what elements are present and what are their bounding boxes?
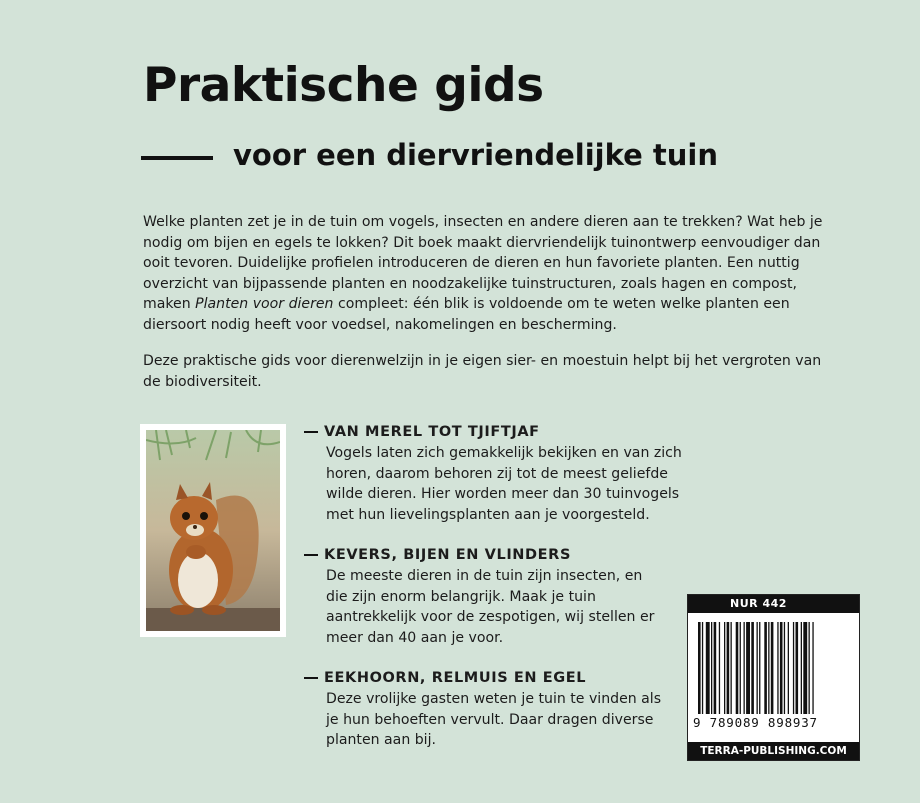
isbn-digits: 9 789089 898937 (693, 715, 818, 730)
barcode-bar (744, 622, 745, 714)
squirrel-photo (140, 424, 286, 637)
barcode-bar (751, 622, 754, 714)
heading-dash (304, 677, 318, 679)
intro-text (143, 212, 843, 392)
intro-p1-part-b: compleet: één blik is voldoende om te weten welke planten een diersoort nodig heeft voor voedsel, nakomelingen en bescherming. (143, 296, 790, 333)
nur-code: NUR 442 (688, 595, 859, 613)
intro-paragraph-2: Deze praktische gids voor dierenwelzijn in je eigen sier- en moestuin helpt bij het vergroten van de biodiversiteit. (143, 353, 822, 390)
intro-p1-part-a: Welke planten zet je in de tuin om vogels, insecten en andere dieren aan te trekken? Wat heb je nodig om bijen en egels te lokken? Dit boek maakt diervriendelijk tuinontwerp eenvoudiger dan ooit tevoren. Duidelijke profielen introduceren de dieren en hun favoriete planten. Een nuttig overzicht van bijpassende planten en noodzakelijke tuinstructuren, zoals hagen en compost, maken (143, 214, 823, 312)
intro-paragraph-1 (143, 212, 843, 335)
barcode-bar (736, 622, 739, 714)
barcode-bar (711, 622, 712, 714)
barcode-bar (809, 622, 810, 714)
barcode-bar (764, 622, 767, 714)
subtitle-dash (141, 156, 213, 160)
barcode-bar (698, 622, 701, 714)
barcode-bar (803, 622, 807, 714)
heading-dash (304, 431, 318, 433)
barcode-bar (724, 622, 725, 714)
barcode-bar (740, 622, 741, 714)
barcode-bar (780, 622, 783, 714)
barcode-box (687, 594, 860, 761)
heading-dash (304, 554, 318, 556)
feature-list (304, 424, 684, 773)
barcode-bar (731, 622, 732, 714)
barcode-bar (706, 622, 710, 714)
feature-heading (304, 670, 684, 686)
feature-insects (304, 547, 684, 648)
page-title: Praktische gids (143, 58, 544, 113)
barcode-bar (801, 622, 802, 714)
barcode-bar (771, 622, 774, 714)
barcode-bar (768, 622, 769, 714)
barcode-bar (812, 622, 813, 714)
feature-mammals (304, 670, 684, 751)
feature-heading-text: KEVERS, BIJEN EN VLINDERS (324, 547, 571, 563)
barcode-bar (788, 622, 789, 714)
barcode-bar (714, 622, 717, 714)
barcode-bar (793, 622, 794, 714)
book-title-italic: Planten voor dieren (195, 296, 334, 312)
barcode-bar (757, 622, 758, 714)
feature-heading (304, 547, 684, 563)
barcode-bar (784, 622, 785, 714)
barcode-bar (746, 622, 750, 714)
subtitle: voor een diervriendelijke tuin (233, 138, 718, 172)
squirrel-illustration (146, 430, 280, 631)
feature-text: Vogels laten zich gemakkelijk bekijken en van zich horen, daarom behoren zij tot de meest geliefde wilde dieren. Hier worden meer dan 30 tuinvogels met hun lievelingsplanten aan je voorgesteld. (326, 445, 682, 523)
feature-text: De meeste dieren in de tuin zijn insecten, en die zijn enorm belangrijk. Maak je tuin aantrekkelijk voor de zespotigen, wij stellen er meer dan 40 aan je voor. (326, 568, 655, 646)
barcode-bar (727, 622, 730, 714)
barcode-bar (777, 622, 778, 714)
feature-text: Deze vrolijke gasten weten je tuin te vinden als je hun behoeften vervult. Daar dragen diverse planten aan bij. (326, 691, 662, 748)
feature-heading-text: VAN MEREL TOT TJIFTJAF (324, 424, 540, 440)
barcode-bar (719, 622, 720, 714)
subtitle-row (141, 138, 718, 172)
publisher-website: TERRA-PUBLISHING.COM (688, 742, 859, 760)
barcode-bars (696, 622, 851, 714)
barcode-bar (796, 622, 799, 714)
barcode-bar (759, 622, 760, 714)
barcode-bar (702, 622, 703, 714)
feature-heading-text: EEKHOORN, RELMUIS EN EGEL (324, 670, 587, 686)
feature-birds (304, 424, 684, 525)
feature-heading (304, 424, 684, 440)
